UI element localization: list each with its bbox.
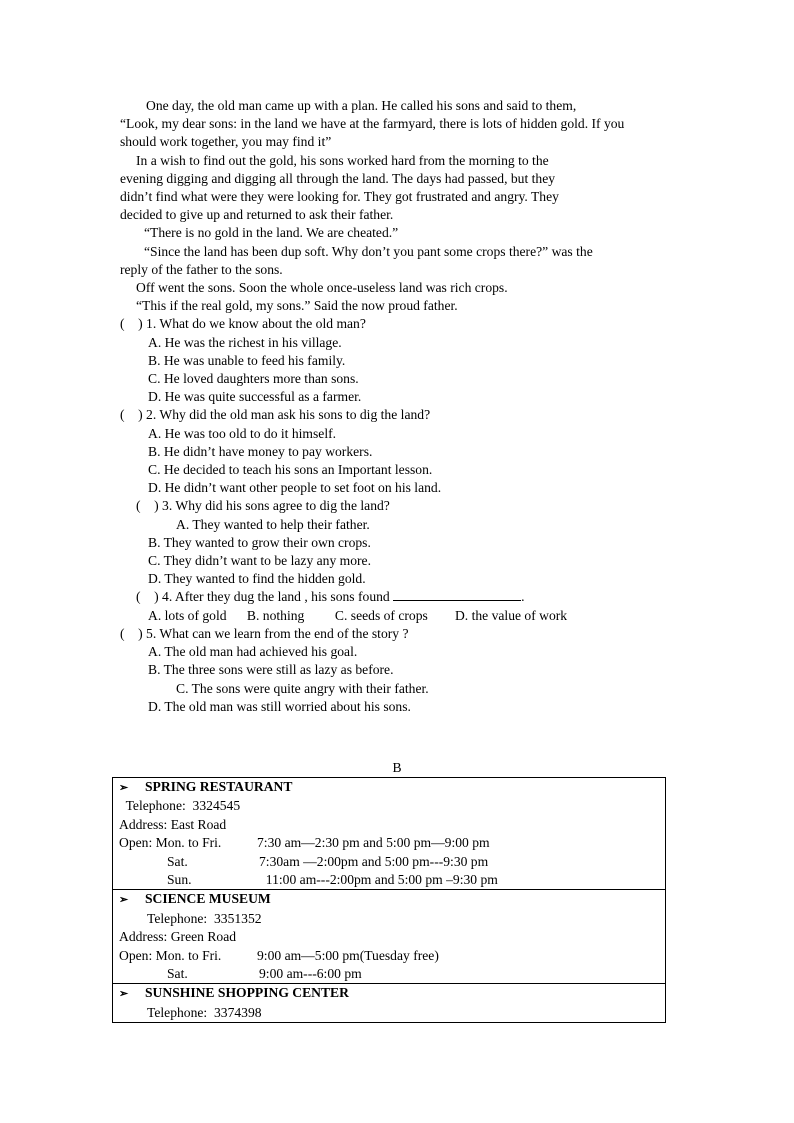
place-science-museum (113, 890, 665, 984)
option-b: B. He was unable to feed his family. (148, 352, 346, 368)
passage-line: Off went the sons. Soon the whole once-useless land was rich crops. (136, 280, 508, 296)
hours-time: 9:00 am---6:00 pm (259, 966, 362, 982)
place-name: SUNSHINE SHOPPING CENTER (145, 985, 349, 1001)
question-stem-text: ( ) 4. After they dug the land , his sons found (136, 589, 390, 605)
hours-row (119, 947, 659, 965)
place-sunshine-shopping-center (113, 984, 665, 1022)
option-d: D. He was quite successful as a farmer. (148, 389, 362, 405)
option-a: A. They wanted to help their father. (176, 516, 370, 532)
question-stem (120, 588, 675, 606)
hours-time: 7:30 am—2:30 pm and 5:00 pm—9:00 pm (257, 835, 490, 851)
place-title (119, 984, 659, 1003)
section-b-label: B (392, 760, 402, 775)
option-b: B. The three sons were still as lazy as before. (148, 662, 394, 678)
question-2 (120, 406, 675, 497)
place-name: SPRING RESTAURANT (145, 779, 293, 794)
place-title (119, 778, 659, 797)
places-table (112, 777, 666, 1023)
passage-line: One day, the old man came up with a plan. He called his sons and said to them, (146, 98, 577, 113)
option-c: C. They didn’t want to be lazy any more. (148, 553, 371, 569)
hours-row (119, 871, 659, 889)
question-stem: ( ) 3. Why did his sons agree to dig the land? (136, 498, 390, 514)
hours-label: Sun. (167, 872, 192, 888)
hours-label: Open: Mon. to Fri. (119, 947, 222, 963)
passage-line: reply of the father to the sons. (120, 261, 283, 277)
question-3 (120, 497, 675, 588)
hours-row (119, 834, 659, 852)
option-a: A. The old man had achieved his goal. (148, 644, 358, 660)
option-b: B. He didn’t have money to pay workers. (148, 443, 373, 459)
reading-passage (120, 97, 675, 716)
hours-time: 9:00 am—5:00 pm(Tuesday free) (257, 947, 439, 963)
question-stem: ( ) 5. What can we learn from the end of the story ? (120, 625, 409, 641)
passage-line: “This if the real gold, my sons.” Said the now proud father. (136, 298, 458, 314)
passage-line: In a wish to find out the gold, his sons worked hard from the morning to the (136, 152, 549, 168)
place-address: Address: East Road (119, 816, 227, 832)
telephone-text: Telephone: 3324545 (125, 798, 241, 814)
hours-row (119, 853, 659, 871)
hours-time: 7:30am —2:00pm and 5:00 pm---9:30 pm (259, 853, 489, 869)
passage-line: should work together, you may find it” (120, 134, 332, 150)
place-telephone (119, 797, 659, 815)
answer-blank[interactable] (393, 588, 521, 601)
passage-line: “Since the land has been dup soft. Why don’t you pant some crops there?” was the (144, 243, 593, 259)
arrow-icon: ➢ (119, 782, 129, 794)
inline-options: A. lots of gold B. nothing C. seeds of crops D. the value of work (148, 607, 568, 623)
hours-label: Sat. (167, 966, 188, 982)
place-telephone: Telephone: 3374398 (147, 1004, 262, 1020)
passage-line: decided to give up and returned to ask their father. (120, 207, 394, 223)
option-b: B. They wanted to grow their own crops. (148, 534, 371, 550)
option-a: A. He was too old to do it himself. (148, 425, 337, 441)
hours-label: Open: Mon. to Fri. (119, 835, 222, 851)
place-address: Address: Green Road (119, 929, 237, 945)
hours-label: Sat. (167, 853, 188, 869)
place-title (119, 890, 659, 909)
passage-line: didn’t find what were they were looking for. They got frustrated and angry. They (120, 189, 559, 205)
option-d: D. He didn’t want other people to set foot on his land. (148, 480, 442, 496)
option-c: C. He loved daughters more than sons. (148, 371, 359, 387)
arrow-icon: ➢ (119, 988, 129, 1001)
hours-row (119, 965, 659, 983)
place-spring-restaurant (113, 778, 665, 890)
option-d: D. The old man was still worried about his sons. (148, 698, 411, 714)
arrow-icon: ➢ (119, 894, 129, 907)
hours-time: 11:00 am---2:00pm and 5:00 pm –9:30 pm (259, 872, 498, 888)
question-stem: ( ) 1. What do we know about the old man? (120, 316, 366, 332)
passage-line: “There is no gold in the land. We are cheated.” (144, 225, 399, 241)
option-a: A. He was the richest in his village. (148, 334, 342, 350)
question-4 (120, 588, 675, 624)
question-1 (120, 315, 675, 406)
option-c: C. He decided to teach his sons an Important lesson. (148, 462, 433, 478)
place-telephone: Telephone: 3351352 (147, 910, 262, 926)
passage-line: evening digging and digging all through the land. The days had passed, but they (120, 170, 556, 186)
question-5 (120, 625, 675, 716)
question-stem: ( ) 2. Why did the old man ask his sons to dig the land? (120, 407, 431, 423)
passage-line: “Look, my dear sons: in the land we have at the farmyard, there is lots of hidden gold. If you (120, 116, 625, 132)
question-stem-suffix: . (521, 589, 525, 605)
option-c: C. The sons were quite angry with their father. (176, 680, 429, 696)
place-name: SCIENCE MUSEUM (145, 891, 271, 907)
option-d: D. They wanted to find the hidden gold. (148, 571, 366, 587)
